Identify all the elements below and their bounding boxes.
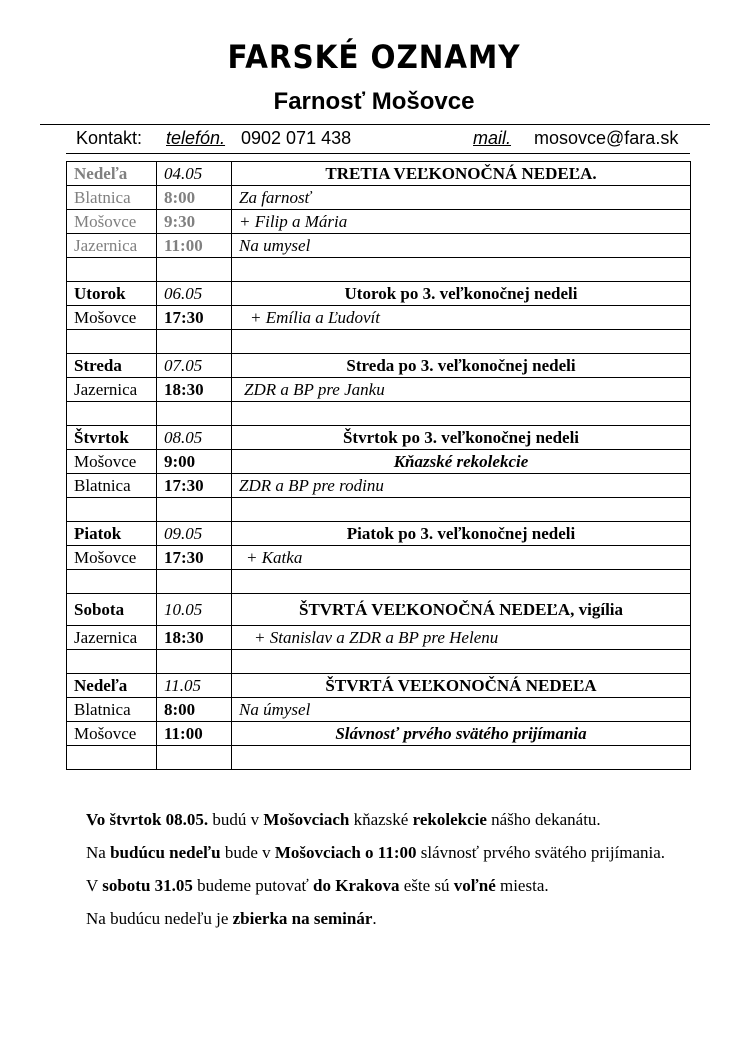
time-cell: 17:30 [157, 546, 232, 570]
time-cell: 18:30 [157, 626, 232, 650]
time-cell: 9:00 [157, 450, 232, 474]
time-cell: 9:30 [157, 210, 232, 234]
intent-cell: Slávnosť prvého svätého prijímania [232, 722, 691, 746]
email-address[interactable]: mosovce@fara.sk [534, 128, 679, 148]
spacer-row [67, 330, 691, 354]
place-cell: Blatnica [67, 474, 157, 498]
date-cell: 04.05 [157, 162, 232, 186]
intent-cell: + Emília a Ľudovít [232, 306, 691, 330]
date-cell: 08.05 [157, 426, 232, 450]
place-cell: Mošovce [67, 722, 157, 746]
time-cell: 11:00 [157, 234, 232, 258]
announcement: Na budúcu nedeľu bude v Mošovciach o 11:00 slávnosť prvého svätého prijímania. [86, 843, 666, 862]
day-cell: Piatok [67, 522, 157, 546]
spacer-row [67, 746, 691, 770]
intent-cell: ZDR a BP pre rodinu [232, 474, 691, 498]
table-row [67, 378, 691, 402]
day-cell: Nedeľa [67, 674, 157, 698]
phone-label: telefón. [166, 128, 226, 148]
time-cell: 17:30 [157, 474, 232, 498]
day-title-cell: Piatok po 3. veľkonočnej nedeli [232, 522, 691, 546]
intent-cell: Na umysel [232, 234, 691, 258]
table-row [67, 626, 691, 650]
place-cell: Jazernica [67, 378, 157, 402]
table-row [67, 698, 691, 722]
contact-label: Kontakt: [76, 128, 143, 148]
day-header-row [67, 522, 691, 546]
contact-line [76, 128, 696, 152]
day-header-row [67, 354, 691, 378]
time-cell: 8:00 [157, 698, 232, 722]
divider [40, 124, 710, 125]
day-title-cell: Streda po 3. veľkonočnej nedeli [232, 354, 691, 378]
time-cell: 11:00 [157, 722, 232, 746]
place-cell: Blatnica [67, 698, 157, 722]
day-title-cell: Utorok po 3. veľkonočnej nedeli [232, 282, 691, 306]
day-title-cell: ŠTVRTÁ VEĽKONOČNÁ NEDEĽA [232, 674, 691, 698]
date-cell: 07.05 [157, 354, 232, 378]
time-cell: 18:30 [157, 378, 232, 402]
day-title-cell: Štvrtok po 3. veľkonočnej nedeli [232, 426, 691, 450]
intent-cell: + Stanislav a ZDR a BP pre Helenu [232, 626, 691, 650]
place-cell: Mošovce [67, 306, 157, 330]
place-cell: Jazernica [67, 626, 157, 650]
day-header-row [67, 162, 691, 186]
spacer-row [67, 402, 691, 426]
date-cell: 10.05 [157, 594, 232, 626]
mail-label: mail. [473, 128, 512, 148]
table-row [67, 186, 691, 210]
spacer-row [67, 650, 691, 674]
table-row [67, 234, 691, 258]
announcements [86, 808, 686, 940]
mass-schedule-table [66, 161, 691, 770]
announcement: Vo štvrtok 08.05. budú v Mošovciach kňazské rekolekcie nášho dekanátu. [86, 810, 601, 829]
intent-cell: Na úmysel [232, 698, 691, 722]
place-cell: Mošovce [67, 546, 157, 570]
table-row [67, 722, 691, 746]
date-cell: 11.05 [157, 674, 232, 698]
intent-cell: Za farnosť [232, 186, 691, 210]
day-cell: Streda [67, 354, 157, 378]
day-cell: Nedeľa [67, 162, 157, 186]
date-cell: 09.05 [157, 522, 232, 546]
date-cell: 06.05 [157, 282, 232, 306]
spacer-row [67, 498, 691, 522]
table-row [67, 210, 691, 234]
place-cell: Mošovce [67, 450, 157, 474]
table-row [67, 474, 691, 498]
page-title: FARSKÉ OZNAMY [227, 38, 521, 76]
announcement: V sobotu 31.05 budeme putovať do Krakova ešte sú voľné miesta. [86, 876, 549, 895]
announcement: Na budúcu nedeľu je zbierka na seminár. [86, 909, 377, 928]
divider [66, 153, 690, 154]
day-cell: Sobota [67, 594, 157, 626]
intent-cell: + Filip a Mária [232, 210, 691, 234]
day-header-row [67, 282, 691, 306]
day-header-row [67, 594, 691, 626]
table-row [67, 306, 691, 330]
place-cell: Blatnica [67, 186, 157, 210]
intent-cell: + Katka [232, 546, 691, 570]
day-title-cell: ŠTVRTÁ VEĽKONOČNÁ NEDEĽA, vigília [232, 594, 691, 626]
day-title-cell: TRETIA VEĽKONOČNÁ NEDEĽA. [232, 162, 691, 186]
place-cell: Mošovce [67, 210, 157, 234]
parish-name: Farnosť Mošovce [273, 88, 475, 115]
time-cell: 8:00 [157, 186, 232, 210]
intent-cell: Kňazské rekolekcie [232, 450, 691, 474]
spacer-row [67, 258, 691, 282]
table-row [67, 546, 691, 570]
time-cell: 17:30 [157, 306, 232, 330]
place-cell: Jazernica [67, 234, 157, 258]
table-row [67, 450, 691, 474]
intent-cell: ZDR a BP pre Janku [232, 378, 691, 402]
phone-number[interactable]: 0902 071 438 [241, 128, 352, 148]
spacer-row [67, 570, 691, 594]
day-header-row [67, 674, 691, 698]
day-header-row [67, 426, 691, 450]
day-cell: Utorok [67, 282, 157, 306]
day-cell: Štvrtok [67, 426, 157, 450]
